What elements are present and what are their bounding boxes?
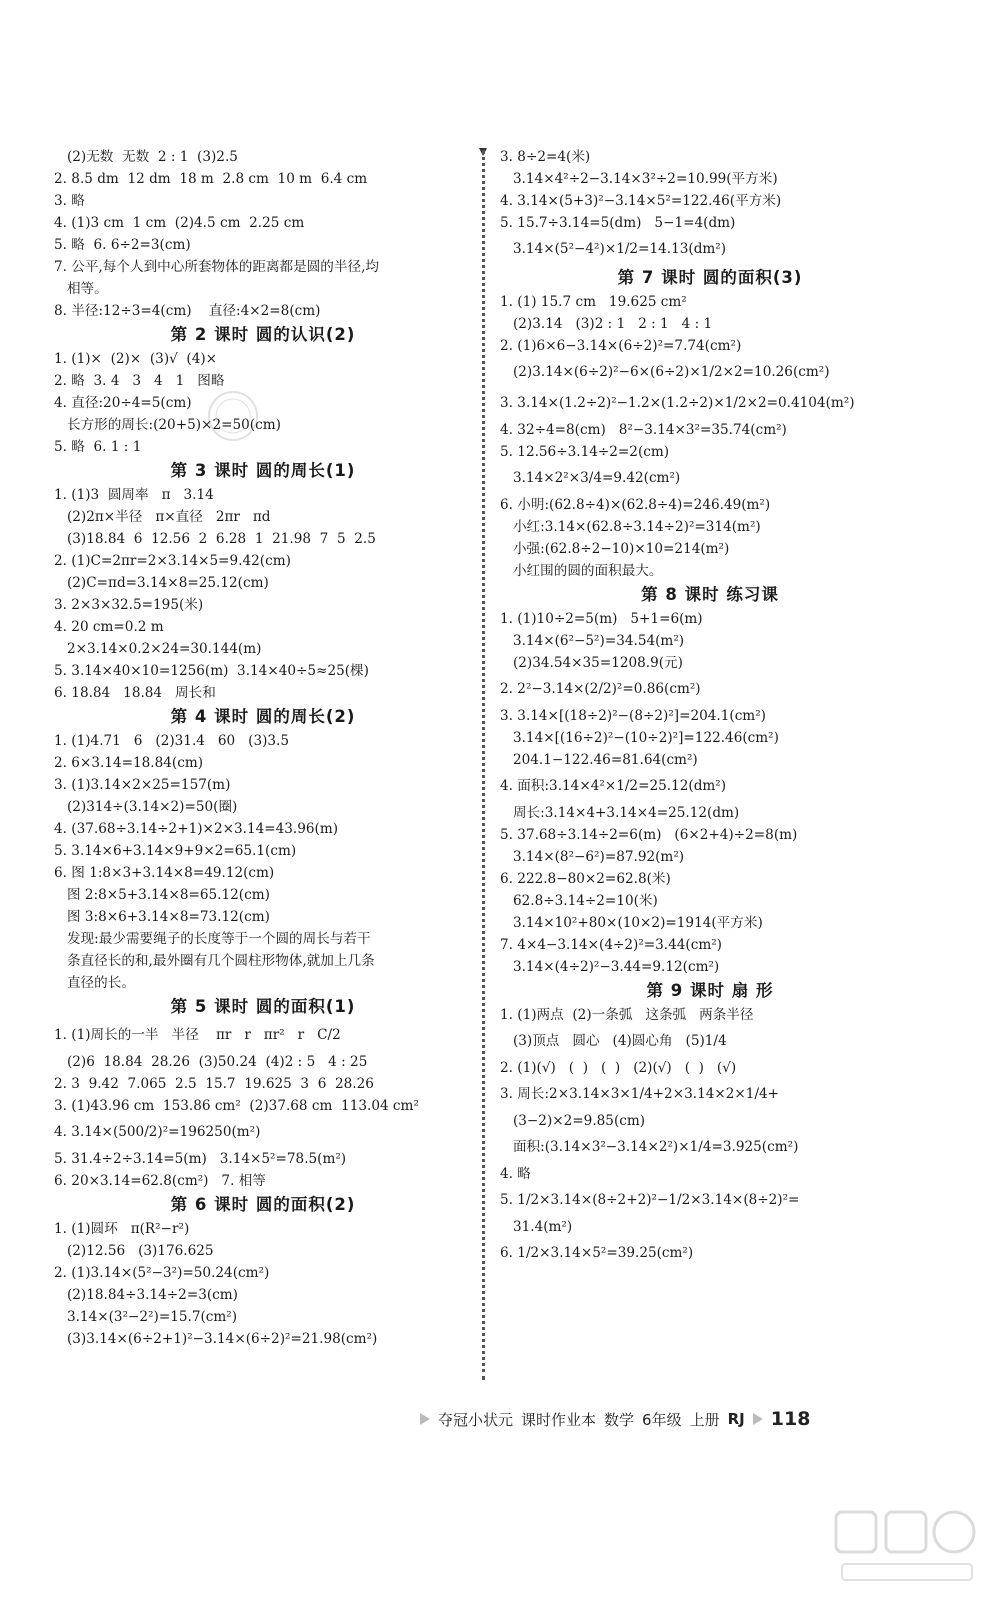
answer-line: 图 2:8×5+3.14×8=65.12(cm) <box>54 887 270 903</box>
answer-line: 3. 3.14×(1.2÷2)²−1.2×(1.2÷2)×1/2×2=0.4104(m²) <box>500 395 855 411</box>
answer-line: 204.1−122.46=81.64(cm²) <box>500 752 698 768</box>
answer-line: 6. 20×3.14=62.8(cm²) 7. 相等 <box>54 1173 266 1189</box>
answer-line: 2×3.14×0.2×24=30.144(m) <box>54 641 262 657</box>
footer-arrow-icon-2 <box>753 1413 763 1425</box>
answer-line: 6. 1/2×3.14×5²=39.25(cm²) <box>500 1245 694 1261</box>
answer-line: 3.14×10²+80×(10×2)=1914(平方米) <box>500 915 763 931</box>
answer-line: 2. 略 3. 4 3 4 1 图略 <box>54 373 225 389</box>
answer-line: 6. 18.84 18.84 周长和 <box>54 685 216 701</box>
answer-line: 2. 2²−3.14×(2/2)²=0.86(cm²) <box>500 681 701 697</box>
answer-line: 2. (1)6×6−3.14×(6÷2)²=7.74(cm²) <box>500 338 742 354</box>
footer-volume: 上册 <box>689 1410 720 1429</box>
answer-line: 3. (1)43.96 cm 153.86 cm² (2)37.68 cm 113.04 cm² <box>54 1098 419 1114</box>
answer-line: 小红:3.14×(62.8÷3.14÷2)²=314(m²) <box>500 519 761 535</box>
column-divider <box>482 150 485 1380</box>
answer-line: 图 3:8×6+3.14×8=73.12(cm) <box>54 909 270 925</box>
answer-line: 2. 6×3.14=18.84(cm) <box>54 755 204 771</box>
answer-line: 6. 小明:(62.8÷4)×(62.8÷4)=246.49(m²) <box>500 497 771 513</box>
answer-line: 4. 32÷4=8(cm) 8²−3.14×3²=35.74(cm²) <box>500 422 787 438</box>
answer-line: 5. 3.14×40×10=1256(m) 3.14×40÷5≈25(棵) <box>54 663 369 679</box>
answer-line: 3. 8÷2=4(米) <box>500 149 591 165</box>
answer-line: (2)3.14×(6÷2)²−6×(6÷2)×1/2×2=10.26(cm²) <box>500 364 830 380</box>
answer-line: 5. 略 6. 6÷2=3(cm) <box>54 237 191 253</box>
page-footer <box>420 1404 810 1434</box>
lesson-heading: 第 2 课时 圆的认识(2) <box>170 325 356 344</box>
answer-line: 62.8÷3.14÷2=10(米) <box>500 893 658 909</box>
answer-line: 5. 37.68÷3.14÷2=6(m) (6×2+4)÷2=8(m) <box>500 827 798 843</box>
answer-line: 3.14×(3²−2²)=15.7(cm²) <box>54 1309 238 1325</box>
answer-line: 小强:(62.8÷2−10)×10=214(m²) <box>500 541 730 557</box>
answer-line: 相等。 <box>54 281 108 297</box>
answer-line: 小红围的圆的面积最大。 <box>500 563 663 579</box>
answer-line: 直径的长。 <box>54 975 135 991</box>
answer-line: 面积:(3.14×3²−3.14×2²)×1/4=3.925(cm²) <box>500 1139 799 1155</box>
answer-line: 周长:3.14×4+3.14×4=25.12(dm) <box>500 805 740 821</box>
answer-line: 5. 31.4÷2÷3.14=5(m) 3.14×5²=78.5(m²) <box>54 1151 347 1167</box>
lesson-heading: 第 4 课时 圆的周长(2) <box>170 707 356 726</box>
answer-line: 2. 8.5 dm 12 dm 18 m 2.8 cm 10 m 6.4 cm <box>54 171 368 187</box>
answer-line: 5. 3.14×6+3.14×9+9×2=65.1(cm) <box>54 843 297 859</box>
answer-line: 5. 1/2×3.14×(8÷2+2)²−1/2×3.14×(8÷2)²= <box>500 1192 800 1208</box>
footer-edition: RJ <box>727 1410 745 1428</box>
answer-line: (2)12.56 (3)176.625 <box>54 1243 214 1259</box>
answer-line: 3.14×(5²−4²)×1/2=14.13(dm²) <box>500 241 727 257</box>
answer-line: 条直径长的和,最外圈有几个圆柱形物体,就加上几条 <box>54 953 375 969</box>
answer-line: (2)C=πd=3.14×8=25.12(cm) <box>54 575 269 591</box>
footer-grade: 6年级 <box>642 1410 682 1429</box>
answer-line: 31.4(m²) <box>500 1219 573 1235</box>
answer-line: 发现:最少需要绳子的长度等于一个圆的周长与若干 <box>54 931 371 947</box>
answer-line: 7. 公平,每个人到中心所套物体的距离都是圆的半径,均 <box>54 259 379 275</box>
footer-arrow-icon <box>420 1413 430 1425</box>
footer-book: 课时作业本 <box>521 1410 597 1429</box>
answer-line: 2. (1)C=2πr=2×3.14×5=9.42(cm) <box>54 553 291 569</box>
answer-line: 3. 略 <box>54 193 85 209</box>
answer-line: 1. (1)10÷2=5(m) 5+1=6(m) <box>500 611 703 627</box>
answer-line: 3.14×2²×3/4=9.42(cm²) <box>500 470 681 486</box>
answer-line: 6. 图 1:8×3+3.14×8=49.12(cm) <box>54 865 275 881</box>
answer-line: 1. (1)圆环 π(R²−r²) <box>54 1221 190 1237</box>
answer-line: 长方形的周长:(20+5)×2=50(cm) <box>54 417 281 433</box>
footer-brand: 夺冠小状元 <box>438 1410 514 1429</box>
answer-line: 3.14×[(16÷2)²−(10÷2)²]=122.46(cm²) <box>500 730 779 746</box>
answer-line: 7. 4×4−3.14×(4÷2)²=3.44(cm²) <box>500 937 722 953</box>
answer-line: (3)顶点 圆心 (4)圆心角 (5)1/4 <box>500 1033 727 1049</box>
page-number: 118 <box>770 1408 811 1430</box>
answer-line: 3. 周长:2×3.14×3×1/4+2×3.14×2×1/4+ <box>500 1086 780 1102</box>
answer-line: 4. 20 cm=0.2 m <box>54 619 164 635</box>
answer-line: 3.14×(6²−5²)=34.54(m²) <box>500 633 685 649</box>
answer-line: 3.14×(4÷2)²−3.44=9.12(cm²) <box>500 959 720 975</box>
answer-line: (3−2)×2=9.85(cm) <box>500 1113 646 1129</box>
left-column <box>54 146 472 1350</box>
lesson-heading: 第 6 课时 圆的面积(2) <box>170 1195 356 1214</box>
lesson-heading: 第 7 课时 圆的面积(3) <box>617 268 803 287</box>
faint-stamp-icon <box>205 388 261 444</box>
answer-line: 8. 半径:12÷3=4(cm) 直径:4×2=8(cm) <box>54 303 321 319</box>
answer-line: 1. (1) 15.7 cm 19.625 cm² <box>500 294 687 310</box>
answer-line: 3.14×(8²−6²)=87.92(m²) <box>500 849 685 865</box>
answer-line: 4. 直径:20÷4=5(cm) <box>54 395 192 411</box>
answer-line: 3. 2×3×32.5=195(米) <box>54 597 204 613</box>
answer-line: 4. 3.14×(500/2)²=196250(m²) <box>54 1124 261 1140</box>
answer-line: 3. 3.14×[(18÷2)²−(8÷2)²]=204.1(cm²) <box>500 708 766 724</box>
answer-line: 4. (1)3 cm 1 cm (2)4.5 cm 2.25 cm <box>54 215 305 231</box>
answer-line: 6. 222.8−80×2=62.8(米) <box>500 871 671 887</box>
lesson-heading: 第 9 课时 扇 形 <box>646 981 774 1000</box>
answer-line: 3.14×4²÷2−3.14×3²÷2=10.99(平方米) <box>500 171 778 187</box>
watermark-logo-icon <box>832 1506 982 1588</box>
footer-subject: 数学 <box>604 1410 635 1429</box>
answer-line: 1. (1)周长的一半 半径 πr r πr² r C/2 <box>54 1027 341 1043</box>
answer-line: 1. (1)4.71 6 (2)31.4 60 (3)3.5 <box>54 733 290 749</box>
answer-line: 5. 略 6. 1 : 1 <box>54 439 142 455</box>
answer-line: 2. (1)(√) ( ) ( ) (2)(√) ( ) (√) <box>500 1060 737 1076</box>
answer-line: (2)18.84÷3.14÷2=3(cm) <box>54 1287 238 1303</box>
answer-line: 4. 3.14×(5+3)²−3.14×5²=122.46(平方米) <box>500 193 782 209</box>
answer-line: 1. (1)3 圆周率 π 3.14 <box>54 487 214 503</box>
answer-line: (2)314÷(3.14×2)=50(圈) <box>54 799 238 815</box>
lesson-heading: 第 8 课时 练习课 <box>641 585 779 604</box>
answer-line: 1. (1)两点 (2)一条弧 这条弧 两条半径 <box>500 1007 754 1023</box>
answer-line: (3)18.84 6 12.56 2 6.28 1 21.98 7 5 2.5 <box>54 531 376 547</box>
answer-line: 3. (1)3.14×2×25=157(m) <box>54 777 231 793</box>
lesson-heading: 第 3 课时 圆的周长(1) <box>170 461 356 480</box>
answer-line: (3)3.14×(6÷2+1)²−3.14×(6÷2)²=21.98(cm²) <box>54 1331 378 1347</box>
answer-line: (2)无数 无数 2 : 1 (3)2.5 <box>54 149 238 165</box>
answer-line: 2. (1)3.14×(5²−3²)=50.24(cm²) <box>54 1265 270 1281</box>
lesson-heading: 第 5 课时 圆的面积(1) <box>170 997 356 1016</box>
answer-line: 4. 面积:3.14×4²×1/2=25.12(dm²) <box>500 778 727 794</box>
answer-line: 4. (37.68÷3.14÷2+1)×2×3.14=43.96(m) <box>54 821 339 837</box>
answer-line: (2)3.14 (3)2 : 1 2 : 1 4 : 1 <box>500 316 713 332</box>
answer-line: 2. 3 9.42 7.065 2.5 15.7 19.625 3 6 28.26 <box>54 1076 374 1092</box>
answer-line: 5. 15.7÷3.14=5(dm) 5−1=4(dm) <box>500 215 736 231</box>
answer-line: (2)2π×半径 π×直径 2πr πd <box>54 509 271 525</box>
answer-line: 4. 略 <box>500 1166 531 1182</box>
right-column <box>500 146 920 1269</box>
answer-line: 1. (1)× (2)× (3)√ (4)× <box>54 351 218 367</box>
answer-line: (2)34.54×35=1208.9(元) <box>500 655 683 671</box>
answer-line: 5. 12.56÷3.14÷2=2(cm) <box>500 444 670 460</box>
answer-line: (2)6 18.84 28.26 (3)50.24 (4)2 : 5 4 : 25 <box>54 1054 368 1070</box>
